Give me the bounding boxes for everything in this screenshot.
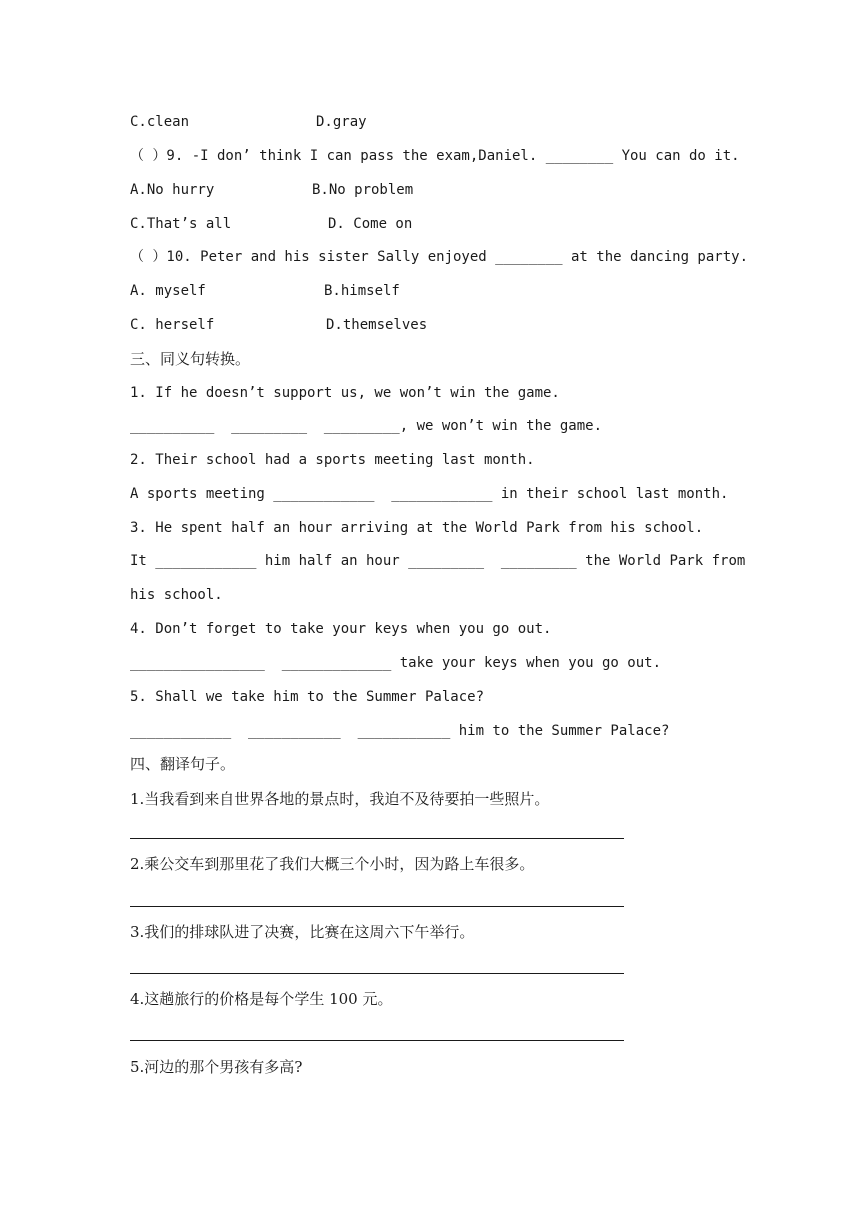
section-3-item-1-answer: __________ _________ _________, we won’t win the game. <box>130 418 603 434</box>
section-3-item-3-answer: It ____________ him half an hour _________ _________ the World Park from <box>130 553 746 569</box>
q8-options-row <box>130 112 367 132</box>
q10-option-a: A. myself <box>130 283 206 299</box>
section-4-item-5: 5.河边的那个男孩有多高? <box>130 1058 303 1076</box>
q10-options-row-2 <box>130 315 428 335</box>
section-3-item-2-original: 2. Their school had a sports meeting last month. <box>130 452 535 468</box>
q10-stem: （ ）10. Peter and his sister Sally enjoyed ________ at the dancing party. <box>130 249 749 265</box>
q10-option-d: D.themselves <box>326 317 428 333</box>
section-3-item-4-original: 4. Don’t forget to take your keys when you go out. <box>130 621 552 637</box>
answer-line-4 <box>130 1040 624 1041</box>
section-4-item-3: 3.我们的排球队进了决赛，比赛在这周六下午举行。 <box>130 923 475 941</box>
q10-option-b: B.himself <box>324 283 400 299</box>
section-3-item-4-answer: ________________ _____________ take your keys when you go out. <box>130 655 662 671</box>
section-4-item-1: 1.当我看到来自世界各地的景点时，我迫不及待要拍一些照片。 <box>130 790 550 808</box>
q8-option-d: D.gray <box>316 114 367 130</box>
section-4-heading: 四、翻译句子。 <box>130 755 236 773</box>
q9-option-b: B.No problem <box>312 182 414 198</box>
q9-options-row-1 <box>130 180 414 200</box>
section-4-item-2: 2.乘公交车到那里花了我们大概三个小时，因为路上车很多。 <box>130 855 535 873</box>
answer-line-1 <box>130 838 624 839</box>
q9-option-d: D. Come on <box>328 216 413 232</box>
answer-line-3 <box>130 973 624 974</box>
section-3-item-3-original: 3. He spent half an hour arriving at the World Park from his school. <box>130 520 704 536</box>
section-4-item-4: 4.这趟旅行的价格是每个学生 100 元。 <box>130 990 393 1008</box>
answer-line-2 <box>130 906 624 907</box>
section-3-item-5-original: 5. Shall we take him to the Summer Palace? <box>130 689 485 705</box>
q8-option-c: C.clean <box>130 114 190 130</box>
section-3-heading: 三、同义句转换。 <box>130 350 251 368</box>
q9-option-c: C.That’s all <box>130 216 232 232</box>
q10-option-c: C. herself <box>130 317 215 333</box>
section-3-item-1-original: 1. If he doesn’t support us, we won’t win the game. <box>130 385 560 401</box>
q9-option-a: A.No hurry <box>130 182 215 198</box>
q9-stem: （ ）9. -I don’ think I can pass the exam,Daniel. ________ You can do it. <box>130 148 740 164</box>
section-3-item-2-answer: A sports meeting ____________ ____________ in their school last month. <box>130 486 729 502</box>
section-3-item-3-answer-continued: his school. <box>130 587 223 603</box>
section-3-item-5-answer: ____________ ___________ ___________ him to the Summer Palace? <box>130 723 670 739</box>
q10-options-row-1 <box>130 281 400 301</box>
q9-options-row-2 <box>130 214 413 234</box>
